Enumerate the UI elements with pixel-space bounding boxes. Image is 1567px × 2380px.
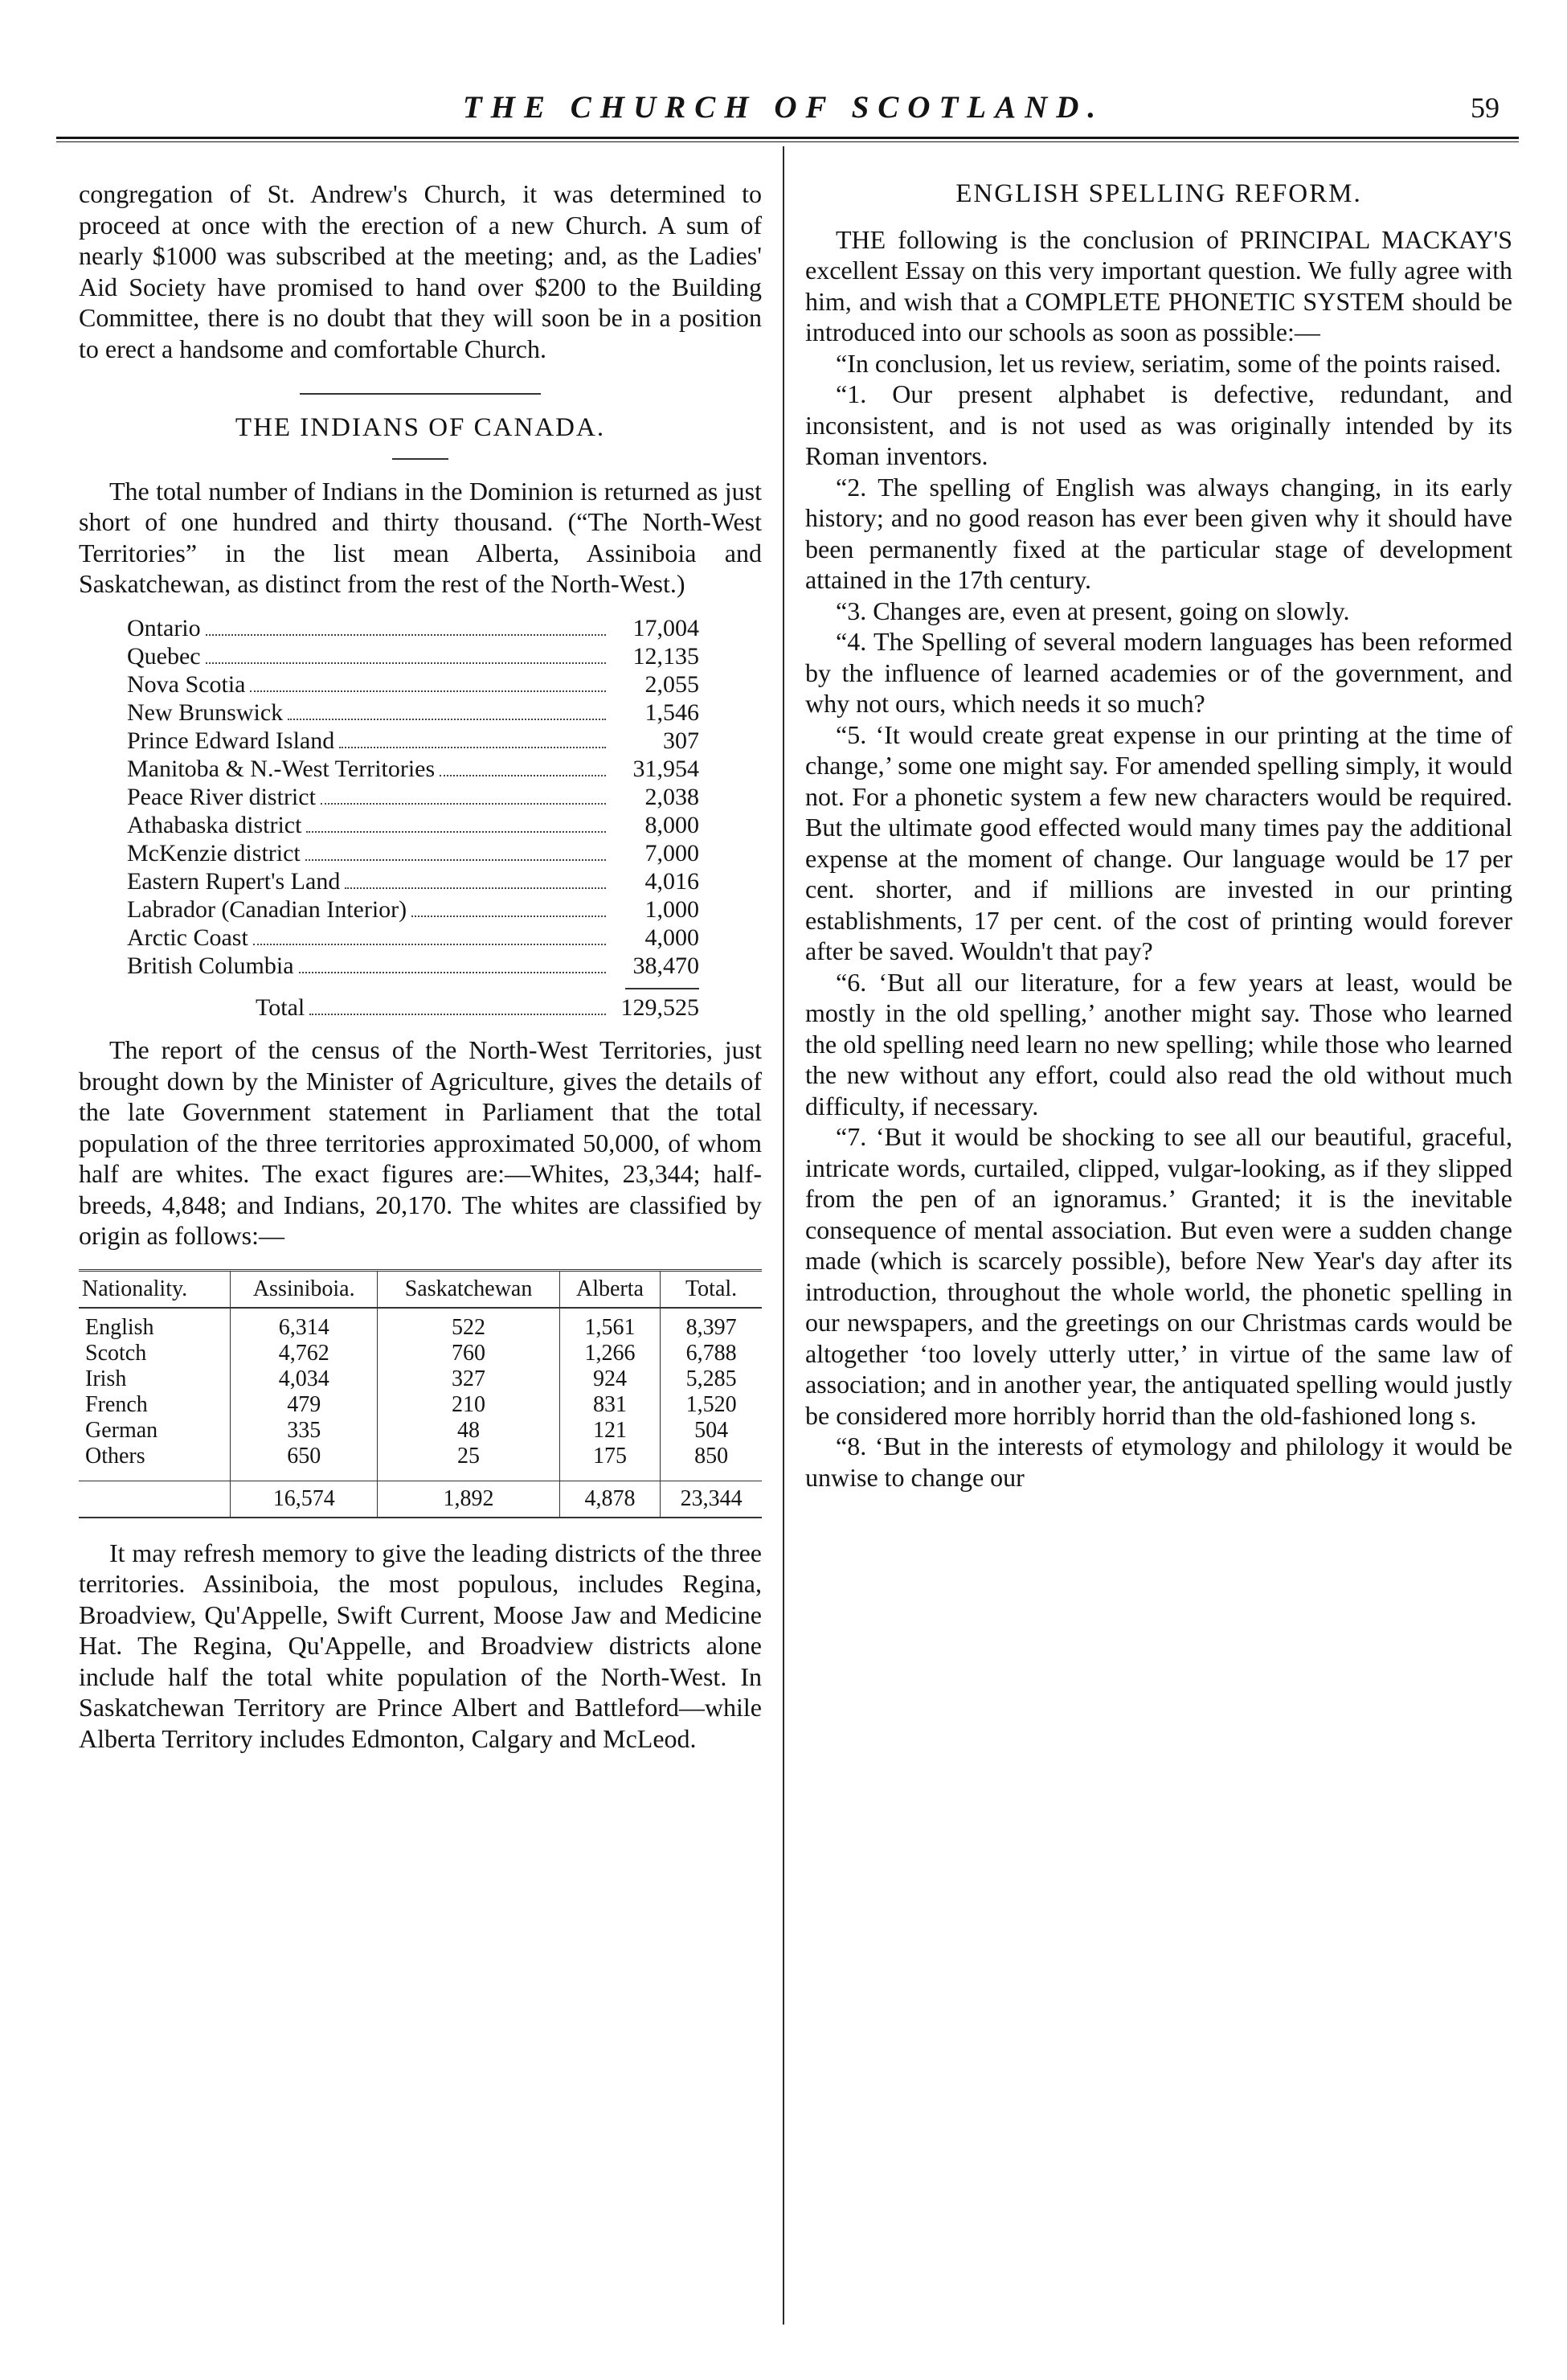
census-paragraph: The report of the census of the North-West Territories, just brought down by the Minister of Agriculture, gives the details of the late Government statement in Parliament that the total population of the three territories approximated 50,000, of whom half are whites. The exact figures are:—Whites, 23,344; half-breeds, 4,848; and Indians, 20,170. The whites are classified by origin as follows:— (79, 1035, 762, 1250)
running-title: THE CHURCH OF SCOTLAND. (462, 90, 1105, 125)
list-item (127, 895, 699, 924)
table-cell: 6,314 (231, 1308, 378, 1341)
column-header: Nationality. (79, 1270, 231, 1308)
table-row (79, 1366, 762, 1392)
table-cell: 1,561 (559, 1308, 661, 1341)
table-cell: 48 (378, 1418, 559, 1444)
page-number: 59 (1471, 92, 1499, 124)
table-cell: German (85, 1417, 158, 1443)
table-cell: 25 (378, 1444, 559, 1481)
table-cell: 924 (559, 1366, 661, 1392)
leader-dots (411, 916, 606, 917)
essay-paragraph: “In conclusion, let us review, seriatim, some of the points raised. (836, 348, 1501, 378)
province-name: Manitoba & N.-West Territories (127, 755, 436, 782)
province-count: 8,000 (644, 811, 699, 838)
districts-paragraph: It may refresh memory to give the leading districts of the three territories. Assiniboia, the most populous, includes Regina, Broadview, Qu'Appelle, Swift Current, Moose Jaw and Medicine Hat. The Regina, Qu'Appelle, and Broadview districts alone include half the total white population of the North-West. In Saskatchewan Territory are Prince Albert and Battleford—while Alberta Territory includes Edmonton, Calgary and McLeod. (79, 1538, 762, 1753)
list-item (127, 698, 699, 727)
list-item (127, 839, 699, 867)
table-cell: 16,574 (231, 1481, 378, 1518)
table-cell: 831 (559, 1392, 661, 1418)
origin-table (79, 1269, 762, 1518)
province-name: Labrador (Canadian Interior) (127, 895, 407, 923)
church-paragraph: congregation of St. Andrew's Church, it was determined to proceed at once with the erection of a new Church. A sum of nearly $1000 was subscribed at the meeting; and, as the Ladies' Aid Society have promised to hand over $200 to the Building Committee, there is no doubt that they will soon be in a position to erect a handsome and comfortable Church. (79, 179, 762, 363)
essay-paragraph: “1. Our present alphabet is defective, redundant, and inconsistent, and is not used as was originally intended by its Roman inventors. (805, 379, 1512, 470)
province-count: 307 (663, 727, 699, 754)
leader-dots (309, 1014, 606, 1015)
column-divider (783, 146, 784, 2325)
table-row (79, 1418, 762, 1444)
table-row (79, 1392, 762, 1418)
table-cell: 327 (378, 1366, 559, 1392)
list-item (127, 867, 699, 895)
province-name: Eastern Rupert's Land (127, 867, 341, 895)
essay-paragraph: “5. ‘It would create great expense in our printing at the time of change,’ some one might say. For amended spelling simply, it would not. For a phonetic system a few new characters would be required. But the ultimate good effected would many times pay the additional expense at the moment of change. Our language would be 17 per cent. shorter, and if millions are invested in our printing establishments, 17 per cent. of the cost of printing would forever after be saved. Wouldn't that pay? (805, 719, 1512, 965)
total-row (256, 993, 699, 1024)
table-cell: 335 (231, 1418, 378, 1444)
leader-dots (321, 803, 606, 805)
table-cell: Scotch (85, 1340, 147, 1366)
table-cell: 175 (559, 1444, 661, 1481)
table-cell: 8,397 (661, 1308, 762, 1341)
province-name: McKenzie district (127, 839, 301, 866)
table-cell: 1,520 (661, 1392, 762, 1418)
indians-heading: THE INDIANS OF CANADA. (235, 413, 606, 442)
essay-paragraph: “6. ‘But all our literature, for a few years at least, would be mostly in the old spelling,’ another might say. Those who learned the old spelling need learn no new spelling; while those who learned the new without any effort, could also read the old without much difficulty, if necessary. (805, 967, 1512, 1120)
column-header: Alberta (559, 1270, 661, 1308)
leader-dots (206, 634, 606, 636)
table-cell: 504 (661, 1418, 762, 1444)
table-cell: 5,285 (661, 1366, 762, 1392)
table-cell: 479 (231, 1392, 378, 1418)
table-cell: 1,266 (559, 1341, 661, 1366)
leader-dots (306, 831, 606, 833)
province-name: Athabaska district (127, 811, 302, 838)
table-cell: 1,892 (378, 1481, 559, 1518)
table-row (79, 1444, 762, 1481)
province-name: New Brunswick (127, 698, 284, 726)
leader-dots (253, 944, 606, 945)
province-name: British Columbia (127, 952, 294, 979)
list-item (127, 952, 699, 980)
province-name: Ontario (127, 614, 201, 641)
spelling-intro-paragraph: THE following is the conclusion of PRINCIPAL MACKAY'S excellent Essay on this very important question. We fully agree with him, and wish that a COMPLETE PHONETIC SYSTEM should be introduced into our schools as soon as possible:— (805, 224, 1512, 346)
table-cell: Others (85, 1443, 145, 1469)
total-label: Total (256, 993, 305, 1021)
table-cell: French (85, 1391, 148, 1417)
province-count: 4,000 (644, 924, 699, 951)
table-cell: 121 (559, 1418, 661, 1444)
table-cell: 760 (378, 1341, 559, 1366)
list-item (127, 670, 699, 698)
table-header-row (79, 1270, 762, 1308)
province-count: 2,055 (644, 670, 699, 698)
essay-paragraph: “3. Changes are, even at present, going on slowly. (836, 596, 1350, 625)
left-column (79, 178, 762, 1754)
leader-dots (288, 719, 606, 720)
essay-paragraph: “7. ‘But it would be shocking to see all our beautiful, graceful, intricate words, curtailed, clipped, vulgar-looking, as if they slipped from the pen of an ignoramus.’ Granted; it is the inevitable consequence of mental association. But even were a sudden change made (which is scarcely possible), before New Year's day after its introduction, throughout the whole world, the phonetic spelling in our newspapers, and the greetings on our Christmas cards would be altogether ‘too lovely utterly utter,’ in virtue of the same law of association; and in another year, the antiquated spelling would justly be considered more horribly horrid than the old-fashioned long s. (805, 1122, 1512, 1430)
province-name: Prince Edward Island (127, 727, 335, 754)
table-cell: Irish (85, 1366, 127, 1391)
province-name: Peace River district (127, 783, 316, 810)
province-count: 4,016 (644, 867, 699, 895)
province-count: 38,470 (632, 952, 699, 979)
spelling-reform-heading: ENGLISH SPELLING REFORM. (955, 179, 1362, 208)
total-value: 129,525 (620, 993, 699, 1021)
leader-dots (206, 662, 606, 664)
table-cell: English (85, 1314, 154, 1340)
table-row (79, 1341, 762, 1366)
indians-intro-paragraph: The total number of Indians in the Dominion is returned as just short of one hundred and thirty thousand. (“The North-West Territories” in the list mean Alberta, Assiniboia and Saskatchewan, as distinct from the rest of the North-West.) (79, 476, 762, 598)
column-header: Total. (661, 1270, 762, 1308)
table-row (79, 1308, 762, 1341)
table-cell: 23,344 (661, 1481, 762, 1518)
right-column (805, 178, 1512, 1493)
province-count: 12,135 (632, 642, 699, 670)
leader-dots (299, 972, 606, 973)
total-rule (625, 988, 699, 989)
list-item (127, 783, 699, 811)
column-header: Saskatchewan (378, 1270, 559, 1308)
table-cell: 4,034 (231, 1366, 378, 1392)
leader-dots (440, 775, 606, 776)
leader-dots (339, 747, 606, 748)
table-cell: 4,762 (231, 1341, 378, 1366)
table-cell: 4,878 (559, 1481, 661, 1518)
column-header: Assiniboia. (231, 1270, 378, 1308)
table-cell: 522 (378, 1308, 559, 1341)
table-cell: 850 (661, 1444, 762, 1481)
list-item (127, 642, 699, 670)
essay-paragraph: “8. ‘But in the interests of etymology and philology it would be unwise to change our (805, 1432, 1512, 1492)
province-count: 17,004 (632, 614, 699, 641)
province-count: 31,954 (632, 755, 699, 782)
table-cell: 650 (231, 1444, 378, 1481)
province-name: Nova Scotia (127, 670, 246, 698)
leader-dots (305, 859, 606, 861)
list-item (127, 614, 699, 642)
province-name: Arctic Coast (127, 924, 248, 951)
table-cell: 6,788 (661, 1341, 762, 1366)
heading-rule (392, 458, 448, 460)
table-cell (79, 1481, 231, 1518)
leader-dots (250, 690, 606, 692)
list-item (127, 811, 699, 839)
province-count: 7,000 (644, 839, 699, 866)
section-divider (300, 393, 541, 395)
province-count: 1,000 (644, 895, 699, 923)
essay-paragraph: “4. The Spelling of several modern languages has been reformed by the influence of learned academies or of the government, and why not ours, which needs it so much? (805, 627, 1512, 718)
essay-paragraph: “2. The spelling of English was always changing, in its early history; and no good reason has ever been given why it should have been permanently fixed at the particular stage of development attained in the 17th century. (805, 472, 1512, 594)
list-item (127, 727, 699, 755)
header-rule (56, 137, 1519, 142)
list-item (127, 924, 699, 952)
province-name: Quebec (127, 642, 201, 670)
province-count: 1,546 (644, 698, 699, 726)
table-totals-row (79, 1481, 762, 1518)
leader-dots (345, 887, 606, 889)
table-cell: 210 (378, 1392, 559, 1418)
province-list (127, 614, 699, 989)
list-item (127, 755, 699, 783)
province-count: 2,038 (644, 783, 699, 810)
